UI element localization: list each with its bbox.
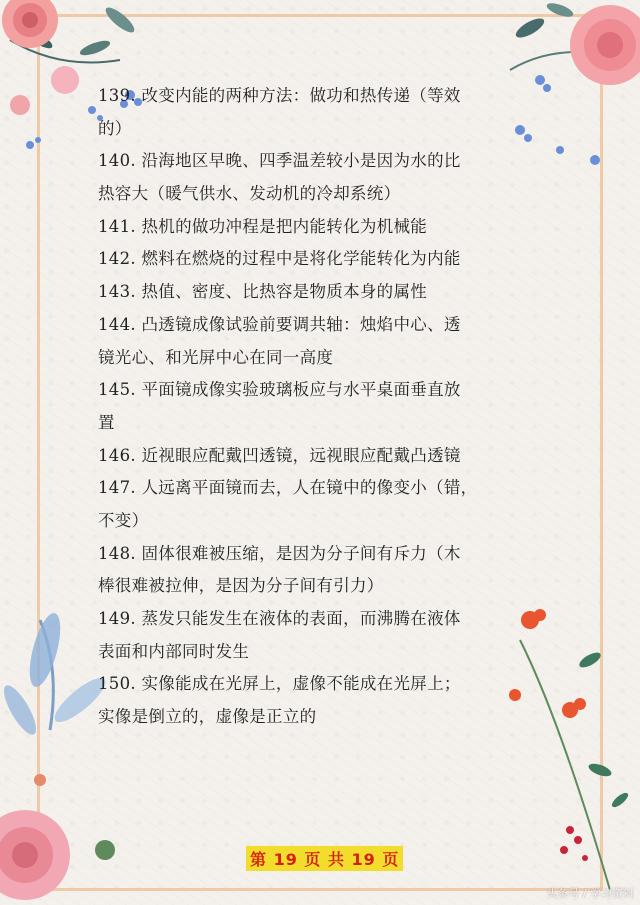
blue-leaf <box>24 610 67 690</box>
text-line: 不变） <box>98 510 149 530</box>
text-line: 热容大（暖气供水、发动机的冷却系统） <box>98 184 401 204</box>
text-line: 镜光心、和光屏中心在同一高度 <box>98 347 334 367</box>
red-berries <box>560 826 588 861</box>
text-line: 149. 蒸发只能发生在液体的表面，而沸腾在液体 <box>98 609 461 628</box>
text-line: 140. 沿海地区早晚、四季温差较小是因为水的比 <box>98 151 461 171</box>
text-line: 表面和内部同时发生 <box>98 641 250 661</box>
text-line: 146. 近视眼应配戴凹透镜，远视眼应配戴凸透镜 <box>98 445 461 465</box>
text-line: 的） <box>98 118 132 138</box>
text-line: 150. 实像能成在光屏上，虚像不能成在光屏上； <box>98 674 461 694</box>
text-line: 棒很难被拉伸，是因为分子间有引力） <box>98 576 384 596</box>
text-line: 144. 凸透镜成像试验前要调共轴：烛焰中心、透 <box>98 314 461 334</box>
leaf-sprigs <box>577 650 630 810</box>
text-line: 实像是倒立的，虚像是正立的 <box>98 707 317 727</box>
text-line: 142. 燃料在燃烧的过程中是将化学能转化为内能 <box>98 249 461 269</box>
text-line: 置 <box>98 412 115 432</box>
watermark-text: 头条号 / 学习资料 <box>546 887 634 900</box>
pink-bud <box>51 66 79 94</box>
text-line: 139. 改变内能的两种方法：做功和热传递（等效 <box>98 86 461 105</box>
text-line: 147. 人远离平面镜而去，人在镜中的像变小（错， <box>98 478 478 498</box>
text-line: 145. 平面镜成像实验玻璃板应与水平桌面垂直放 <box>98 380 461 400</box>
page-number-footer: 第 19 页 共 19 页 <box>246 846 403 871</box>
document-body <box>98 80 548 734</box>
text-line: 141. 热机的做功冲程是把内能转化为机械能 <box>98 216 428 236</box>
text-line: 143. 热值、密度、比热容是物质本身的属性 <box>98 282 428 302</box>
text-line: 148. 固体很难被压缩，是因为分子间有斥力（木 <box>98 543 461 563</box>
